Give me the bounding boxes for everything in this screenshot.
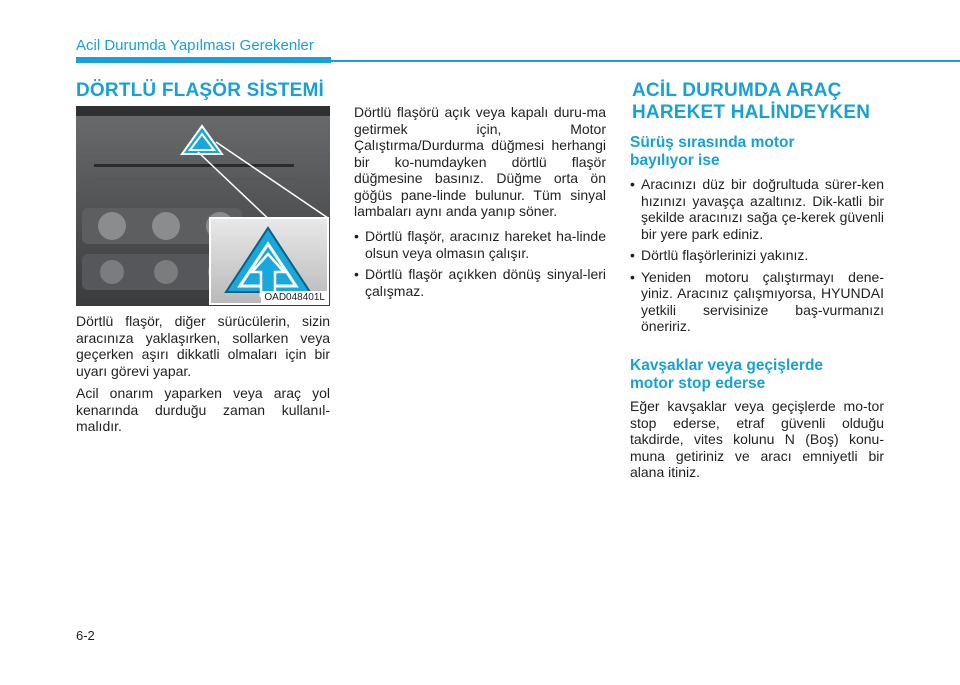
list-item: • Dörtlü flaşör açıkken dönüş sinyal-leri çalışmaz. <box>354 266 606 299</box>
engine-stall-bullet-list <box>630 176 884 340</box>
figure-code-label: OAD048401L <box>261 291 328 304</box>
section-title-hazard: DÖRTLÜ FLAŞÖR SİSTEMİ <box>76 80 325 101</box>
list-item: • Yeniden motoru çalıştırmayı dene-yiniz. Aracınız çalışmıyorsa, HYUNDAI yetkili servisinize baş-vurmanızı öneririz. <box>630 269 884 335</box>
hazard-para-1: Dörtlü flaşör, diğer sürücülerin, sizin aracınıza yaklaşırken, sollarken veya geçerken aşırı dikkatli olmaları için bir uyarı görevi yapar. <box>76 313 330 379</box>
subheading-intersection-line2: motor stop ederse <box>630 375 766 392</box>
hazard-operation-para: Dörtlü flaşörü açık veya kapalı duru-ma getirmek için, Motor Çalıştırma/Durdurma düğmesi herhangi bir ko-numdayken dörtlü flaşör düğmesine basınız. Düğme orta ön göğüs pane-linde bulunur. Tüm sinyal lambaları aynı anda yanıp söner. <box>354 104 606 219</box>
hazard-switch-figure <box>76 106 330 306</box>
intersection-para: Eğer kavşaklar veya geçişlerde mo-tor stop ederse, etraf güvenli olduğu takdirde, vites kolunu N (Boş) konu-muna getiriniz ve aracı emniyetli bir alana itiniz. <box>630 398 884 480</box>
hazard-para-2: Acil onarım yaparken veya araç yol kenarında durduğu zaman kullanıl-malıdır. <box>76 385 330 434</box>
section-title-emergency-line2: HAREKET HALİNDEYKEN <box>632 102 871 123</box>
running-header: Acil Durumda Yapılması Gerekenler <box>76 37 314 54</box>
header-accent-bar <box>76 57 331 63</box>
list-item: • Dörtlü flaşör, aracınız hareket ha-linde olsun veya olmasın çalışır. <box>354 228 606 261</box>
subheading-intersection-line1: Kavşaklar veya geçişlerde <box>630 357 824 374</box>
hazard-bullet-list <box>354 228 606 304</box>
hazard-switch-illustration <box>76 106 330 306</box>
page-number: 6-2 <box>76 628 95 643</box>
section-title-emergency-line1: ACİL DURUMDA ARAÇ <box>632 80 842 101</box>
list-item: • Aracınızı düz bir doğrultuda sürer-ken hızınızı yavaşça azaltınız. Dik-katli bir şekilde aracınızı sağa çe-kerek güvenli bir yere park ediniz. <box>630 176 884 242</box>
list-item: • Dörtlü flaşörlerinizi yakınız. <box>630 247 884 264</box>
subheading-engine-stall-line2: bayılıyor ise <box>630 152 720 169</box>
subheading-engine-stall-line1: Sürüş sırasında motor <box>630 134 795 151</box>
